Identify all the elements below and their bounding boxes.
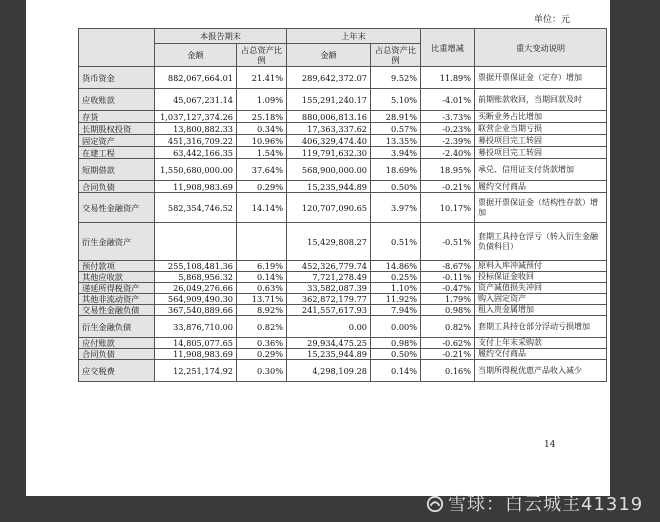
- table-cell-explanation: 前期账款收回，当期回款及时: [475, 89, 607, 111]
- table-cell-prior-amount: 7,721,278.49: [287, 272, 371, 283]
- table-cell-explanation: 买断业务占比增加: [475, 111, 607, 123]
- table-cell-prior-amount: 0.00: [287, 316, 371, 338]
- table-cell-explanation: 购入固定资产: [475, 294, 607, 305]
- table-cell-prior-share: 18.69%: [371, 159, 421, 181]
- table-cell-prior-amount: 15,235,944.89: [287, 349, 371, 360]
- table-cell-current-amount: [155, 223, 237, 261]
- table-cell-current-amount: 14,805,077.65: [155, 338, 237, 349]
- table-cell-item: 衍生金融负债: [79, 316, 155, 338]
- table-cell-prior-amount: 362,872,179.77: [287, 294, 371, 305]
- table-cell-change: 1.79%: [421, 294, 475, 305]
- snowball-logo-icon: [426, 495, 444, 513]
- table-cell-prior-amount: 155,291,240.17: [287, 89, 371, 111]
- table-cell-prior-share: 28.91%: [371, 111, 421, 123]
- table-cell-change: -0.51%: [421, 223, 475, 261]
- table-cell-prior-amount: 15,235,944.89: [287, 181, 371, 193]
- table-cell-change: -4.01%: [421, 89, 475, 111]
- table-row: [79, 111, 607, 123]
- header-explanation: 重大变动说明: [475, 29, 607, 67]
- table-cell-item: 交易性金融资产: [79, 193, 155, 223]
- table-cell-prior-share: 0.98%: [371, 338, 421, 349]
- table-cell-prior-amount: 119,791,632.30: [287, 147, 371, 159]
- table-cell-current-share: 0.30%: [237, 360, 287, 382]
- table-cell-current-amount: 882,067,664.01: [155, 67, 237, 89]
- table-cell-item: 交易性金融负债: [79, 305, 155, 316]
- table-cell-current-amount: 451,316,709.22: [155, 135, 237, 147]
- table-cell-current-share: 21.41%: [237, 67, 287, 89]
- table-cell-item: 合同负债: [79, 349, 155, 360]
- table-cell-current-share: 0.29%: [237, 349, 287, 360]
- table-cell-change: -0.47%: [421, 283, 475, 294]
- table-cell-current-share: 8.92%: [237, 305, 287, 316]
- table-row: [79, 135, 607, 147]
- header-change: 比重增减: [421, 29, 475, 67]
- table-row: [79, 338, 607, 349]
- header-current-share: 占总资产比例: [237, 44, 287, 67]
- table-cell-prior-share: 9.52%: [371, 67, 421, 89]
- table-cell-current-share: 0.82%: [237, 316, 287, 338]
- balance-change-table: [78, 28, 607, 382]
- table-cell-change: 11.89%: [421, 67, 475, 89]
- table-cell-current-share: 37.64%: [237, 159, 287, 181]
- table-cell-item: 应收账款: [79, 89, 155, 111]
- table-row: [79, 181, 607, 193]
- watermark: [426, 490, 643, 516]
- table-cell-current-share: 25.18%: [237, 111, 287, 123]
- table-cell-prior-share: 7.94%: [371, 305, 421, 316]
- table-cell-current-amount: 12,251,174.92: [155, 360, 237, 382]
- table-cell-prior-share: 0.14%: [371, 360, 421, 382]
- table-cell-explanation: 套期工具持仓浮亏（转入衍生金融负债科目）: [475, 223, 607, 261]
- table-cell-prior-share: 11.92%: [371, 294, 421, 305]
- table-cell-explanation: 募投项目完工转固: [475, 135, 607, 147]
- table-cell-item: 递延所得税资产: [79, 283, 155, 294]
- table-cell-item: 预付款项: [79, 261, 155, 272]
- table-cell-current-share: [237, 223, 287, 261]
- table-row: [79, 193, 607, 223]
- table-row: [79, 349, 607, 360]
- table-cell-explanation: 履约交付商品: [475, 349, 607, 360]
- table-cell-item: 衍生金融资产: [79, 223, 155, 261]
- table-cell-explanation: 租入贵金属增加: [475, 305, 607, 316]
- table-cell-change: -0.62%: [421, 338, 475, 349]
- table-cell-item: 合同负债: [79, 181, 155, 193]
- table-cell-current-amount: 11,908,983.69: [155, 181, 237, 193]
- table-cell-current-amount: 367,540,889.66: [155, 305, 237, 316]
- table-row: [79, 147, 607, 159]
- table-cell-current-share: 0.14%: [237, 272, 287, 283]
- table-row: [79, 360, 607, 382]
- table-cell-current-amount: 582,354,746.52: [155, 193, 237, 223]
- table-cell-prior-amount: 33,582,087.39: [287, 283, 371, 294]
- table-row: [79, 67, 607, 89]
- table-cell-prior-share: 5.10%: [371, 89, 421, 111]
- table-cell-prior-share: 0.57%: [371, 123, 421, 135]
- table-cell-change: 18.95%: [421, 159, 475, 181]
- unit-label: 单位：元: [533, 15, 570, 25]
- table-cell-prior-amount: 289,642,372.07: [287, 67, 371, 89]
- table-cell-item: 在建工程: [79, 147, 155, 159]
- table-cell-current-share: 13.71%: [237, 294, 287, 305]
- table-cell-current-share: 0.34%: [237, 123, 287, 135]
- table-cell-change: -0.23%: [421, 123, 475, 135]
- table-cell-current-amount: 63,442,166.35: [155, 147, 237, 159]
- table-cell-prior-share: 14.86%: [371, 261, 421, 272]
- table-cell-explanation: 投标保证金收回: [475, 272, 607, 283]
- table-row: [79, 305, 607, 316]
- table-cell-change: -0.21%: [421, 181, 475, 193]
- table-cell-current-share: 0.63%: [237, 283, 287, 294]
- document-page: [26, 0, 610, 496]
- table-cell-explanation: 票据开票保证金（结构性存款）增加: [475, 193, 607, 223]
- table-cell-change: -0.11%: [421, 272, 475, 283]
- header-blank: [79, 29, 155, 67]
- table-row: [79, 89, 607, 111]
- table-cell-current-amount: 11,908,983.69: [155, 349, 237, 360]
- table-cell-change: -3.73%: [421, 111, 475, 123]
- table-cell-explanation: 套期工具持仓部分浮动亏损增加: [475, 316, 607, 338]
- table-cell-item: 其他应收款: [79, 272, 155, 283]
- header-prior-share: 占总资产比例: [371, 44, 421, 67]
- table-cell-prior-amount: 880,006,813.16: [287, 111, 371, 123]
- table-cell-explanation: 资产减值损失冲回: [475, 283, 607, 294]
- table-cell-change: -8.67%: [421, 261, 475, 272]
- table-cell-prior-amount: 4,298,109.28: [287, 360, 371, 382]
- table-cell-prior-amount: 15,429,808.27: [287, 223, 371, 261]
- header-prior-amount: 金额: [287, 44, 371, 67]
- table-cell-current-share: 1.09%: [237, 89, 287, 111]
- table-cell-current-share: 0.36%: [237, 338, 287, 349]
- table-cell-explanation: 支付上年末采购款: [475, 338, 607, 349]
- table-cell-prior-share: 0.50%: [371, 181, 421, 193]
- table-cell-item: 存货: [79, 111, 155, 123]
- table-cell-item: 长期股权投资: [79, 123, 155, 135]
- table-cell-prior-share: 3.97%: [371, 193, 421, 223]
- table-cell-prior-amount: 17,363,337.62: [287, 123, 371, 135]
- table-cell-prior-amount: 452,326,779.74: [287, 261, 371, 272]
- table-cell-current-amount: 33,876,710.00: [155, 316, 237, 338]
- table-cell-prior-amount: 406,329,474.40: [287, 135, 371, 147]
- table-cell-explanation: 联营企业当期亏损: [475, 123, 607, 135]
- table-cell-explanation: 原料入库冲减预付: [475, 261, 607, 272]
- table-cell-current-share: 0.29%: [237, 181, 287, 193]
- table-cell-prior-share: 0.51%: [371, 223, 421, 261]
- table-row: [79, 316, 607, 338]
- table-row: [79, 159, 607, 181]
- watermark-text: 雪球：白云城主41319: [448, 494, 644, 515]
- table-cell-item: 固定资产: [79, 135, 155, 147]
- table-cell-explanation: 当期所得税优惠产品收入减少: [475, 360, 607, 382]
- table-cell-current-amount: 1,037,127,374.26: [155, 111, 237, 123]
- table-cell-prior-share: 13.35%: [371, 135, 421, 147]
- table-cell-item: 短期借款: [79, 159, 155, 181]
- table-row: [79, 261, 607, 272]
- table-cell-current-share: 1.54%: [237, 147, 287, 159]
- table-cell-explanation: 募投项目完工转固: [475, 147, 607, 159]
- table-cell-prior-share: 3.94%: [371, 147, 421, 159]
- table-cell-change: -2.39%: [421, 135, 475, 147]
- table-cell-prior-share: 1.10%: [371, 283, 421, 294]
- table-cell-current-amount: 26,049,276.66: [155, 283, 237, 294]
- table-cell-current-share: 6.19%: [237, 261, 287, 272]
- table-cell-current-amount: 5,868,956.32: [155, 272, 237, 283]
- table-cell-prior-share: 0.25%: [371, 272, 421, 283]
- table-row: [79, 123, 607, 135]
- table-cell-change: -0.21%: [421, 349, 475, 360]
- table-row: [79, 272, 607, 283]
- table-cell-explanation: 票据开票保证金（定存）增加: [475, 67, 607, 89]
- header-current-amount: 金额: [155, 44, 237, 67]
- table-cell-current-share: 10.96%: [237, 135, 287, 147]
- table-cell-explanation: 承兑、信用证支付货款增加: [475, 159, 607, 181]
- table-cell-current-amount: 45,067,231.14: [155, 89, 237, 111]
- table-cell-change: 0.98%: [421, 305, 475, 316]
- table-cell-change: 0.82%: [421, 316, 475, 338]
- table-cell-item: 货币资金: [79, 67, 155, 89]
- header-prior-year: 上年末: [287, 29, 421, 44]
- table-cell-current-amount: 564,909,490.30: [155, 294, 237, 305]
- table-cell-item: 应付账款: [79, 338, 155, 349]
- table-row: [79, 283, 607, 294]
- table-cell-prior-amount: 120,707,090.65: [287, 193, 371, 223]
- table-cell-current-share: 14.14%: [237, 193, 287, 223]
- table-cell-prior-amount: 29,934,475.25: [287, 338, 371, 349]
- header-current-period: 本报告期末: [155, 29, 287, 44]
- table-cell-current-amount: 13,800,882.33: [155, 123, 237, 135]
- table-cell-current-amount: 1,550,680,000.00: [155, 159, 237, 181]
- table-cell-item: 应交税费: [79, 360, 155, 382]
- table-cell-prior-share: 0.00%: [371, 316, 421, 338]
- table-cell-change: 10.17%: [421, 193, 475, 223]
- table-cell-prior-amount: 568,900,000.00: [287, 159, 371, 181]
- table-cell-explanation: 履约交付商品: [475, 181, 607, 193]
- table-cell-change: 0.16%: [421, 360, 475, 382]
- table-cell-change: -2.40%: [421, 147, 475, 159]
- page-number: 14: [544, 440, 556, 450]
- table-cell-item: 其他非流动资产: [79, 294, 155, 305]
- table-cell-prior-amount: 241,557,617.93: [287, 305, 371, 316]
- table-cell-current-amount: 255,108,481.36: [155, 261, 237, 272]
- table-row: [79, 294, 607, 305]
- table-row: [79, 223, 607, 261]
- table-cell-prior-share: 0.50%: [371, 349, 421, 360]
